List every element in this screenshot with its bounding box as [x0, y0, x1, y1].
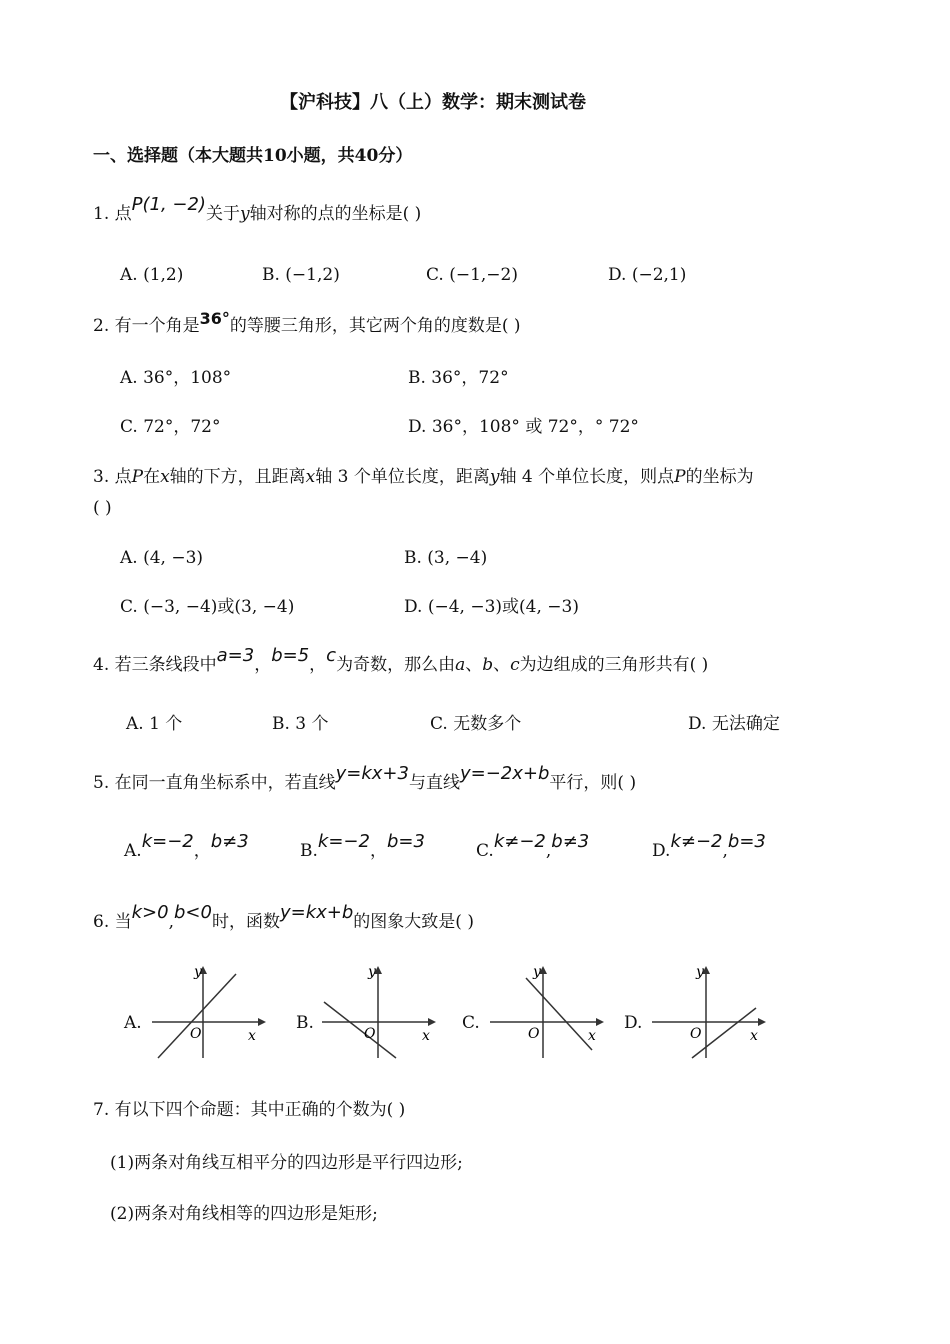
- q5-option-d: D.k≠−2,b=3: [652, 831, 766, 861]
- q4-post-text: 为边组成的三角形共有( ): [519, 655, 709, 675]
- q5-prefix: 5. 在同一直角坐标系中，若直线: [93, 773, 336, 793]
- q3-option-d: D. (−4, −3)或(4, −3): [404, 597, 579, 617]
- x-axis-label: x: [248, 1028, 256, 1044]
- q6-function-expression: y=kx+b: [279, 902, 354, 923]
- q5-option-b: B.k=−2，b=3: [300, 831, 425, 861]
- q5-option-d-k: k≠−2: [670, 831, 723, 852]
- q6-option-d-label: D.: [624, 1013, 643, 1033]
- q1-option-d: D. (−2,1): [608, 265, 687, 285]
- q3-text-6: 的坐标为: [685, 467, 754, 487]
- q1-option-c: C. (−1,−2): [426, 265, 518, 285]
- question-4-stem: 4. 若三条线段中a=3，b=5，c为奇数，那么由a、b、c为边组成的三角形共有( ): [93, 645, 709, 675]
- q5-option-c: C.k≠−2,b≠3: [476, 831, 590, 861]
- q4-option-d: D. 无法确定: [688, 714, 780, 734]
- origin-label: O: [528, 1026, 540, 1042]
- q5-line-1-expression: y=kx+3: [335, 763, 409, 784]
- q1-prefix: 1. 点: [93, 204, 132, 224]
- q3-var-2: x: [160, 467, 170, 487]
- q1-point-expression: P(1, −2): [131, 194, 206, 215]
- function-line: [692, 1008, 756, 1058]
- question-2-stem: [93, 309, 521, 337]
- x-axis-arrow: [596, 1018, 604, 1026]
- page-title: 【沪科技】八（上）数学：期末测试卷: [280, 92, 586, 113]
- q6-post-text: 的图象大致是( ): [353, 912, 474, 932]
- q4-var-c: c: [510, 655, 520, 675]
- question-7-stem: 7. 有以下四个命题：其中正确的个数为( ): [93, 1100, 406, 1120]
- q6-prefix: 6. 当: [93, 912, 132, 932]
- q4-mid-text: 为奇数，那么由: [336, 655, 456, 675]
- q2-option-c: C. 72°，72°: [120, 417, 221, 437]
- x-axis-label: x: [588, 1028, 596, 1044]
- q3-text-4: 轴 3 个单位长度，距离: [315, 467, 490, 487]
- question-6-stem: 6. 当k>0,b<0时，函数y=kx+b的图象大致是( ): [93, 902, 474, 932]
- q6-option-a-label: A.: [124, 1013, 142, 1033]
- function-line: [324, 1002, 396, 1058]
- q6-graph-d: [648, 962, 768, 1062]
- q3-option-a: A. (4, −3): [120, 548, 204, 568]
- q4-var-a: a: [455, 655, 466, 675]
- x-axis-arrow: [428, 1018, 436, 1026]
- q5-mid-text: 与直线: [408, 773, 460, 793]
- q6-option-c-label: C.: [462, 1013, 480, 1033]
- q3-text-1: 3. 点: [93, 467, 132, 487]
- q6-graph-a: [148, 962, 268, 1062]
- origin-label: O: [690, 1026, 702, 1042]
- y-axis-label: y: [533, 964, 541, 980]
- q5-line-2-expression: y=−2x+b: [459, 763, 550, 784]
- q1-mid-text: 关于: [205, 204, 240, 224]
- q5-option-c-k: k≠−2: [493, 831, 546, 852]
- q1-option-b: B. (−1,2): [262, 265, 340, 285]
- q2-prefix: 2. 有一个角是: [93, 316, 200, 336]
- q1-option-a: A. (1,2): [120, 265, 184, 285]
- q5-option-c-letter: C.: [476, 841, 494, 861]
- question-5-stem: [93, 763, 637, 794]
- question-1-stem: [93, 194, 422, 225]
- q6-graph-b: [318, 962, 438, 1062]
- q3-text-3: 轴的下方，且距离: [169, 467, 306, 487]
- q2-option-b: B. 36°，72°: [408, 368, 509, 388]
- origin-label: O: [190, 1026, 202, 1042]
- q5-option-b-b: b=3: [386, 831, 425, 852]
- q2-option-d: D. 36°，108° 或 72°，° 72°: [408, 417, 639, 437]
- y-axis-label: y: [696, 964, 704, 980]
- q5-option-b-k: k=−2: [317, 831, 370, 852]
- q3-var-3: x: [305, 467, 316, 487]
- q5-option-a: A.k=−2，b≠3: [124, 831, 249, 861]
- question-3-stem: [93, 466, 754, 488]
- q5-option-d-b: b=3: [727, 831, 766, 852]
- q3-option-c: C. (−3, −4)或(3, −4): [120, 597, 295, 617]
- x-axis-arrow: [758, 1018, 766, 1026]
- y-axis-label: y: [368, 964, 376, 980]
- q4-option-b: B. 3 个: [272, 714, 329, 734]
- q5-post-text: 平行，则( ): [549, 773, 637, 793]
- q7-item-1: (1)两条对角线互相平分的四边形是平行四边形;: [110, 1153, 463, 1173]
- q5-option-c-b: b≠3: [551, 831, 590, 852]
- q4-expr-c: c: [326, 645, 337, 666]
- x-axis-arrow: [258, 1018, 266, 1026]
- q4-option-c: C. 无数多个: [430, 714, 522, 734]
- q2-angle-expression: 36°: [199, 309, 230, 328]
- q6-condition-k: k>0: [131, 902, 169, 923]
- q5-option-a-letter: A.: [124, 841, 142, 861]
- q2-option-a: A. 36°，108°: [120, 368, 232, 388]
- q5-option-a-b: b≠3: [210, 831, 249, 852]
- q4-expr-a: a=3: [216, 645, 255, 666]
- q5-option-a-k: k=−2: [141, 831, 194, 852]
- q7-item-2: (2)两条对角线相等的四边形是矩形;: [110, 1204, 378, 1224]
- q5-option-d-letter: D.: [652, 841, 671, 861]
- function-line: [158, 974, 236, 1058]
- q4-option-a: A. 1 个: [126, 714, 183, 734]
- q4-var-b: b: [482, 655, 494, 675]
- q3-var-4: y: [489, 467, 500, 487]
- q2-post-text: 的等腰三角形，其它两个角的度数是( ): [229, 316, 521, 336]
- q6-option-b-label: B.: [296, 1013, 314, 1033]
- q3-var-5: P: [674, 467, 686, 487]
- q6-condition-b: b<0: [174, 902, 212, 923]
- q4-expr-b: b=5: [271, 645, 310, 666]
- q1-post-text: 轴对称的点的坐标是( ): [249, 204, 422, 224]
- q3-var-1: P: [131, 467, 144, 487]
- origin-label: O: [364, 1026, 376, 1042]
- q5-option-b-letter: B.: [300, 841, 318, 861]
- x-axis-label: x: [422, 1028, 430, 1044]
- q6-graph-c: [486, 962, 606, 1062]
- q1-variable: y: [239, 204, 250, 224]
- q6-mid-text: 时，函数: [211, 912, 280, 932]
- q3-option-b: B. (3, −4): [404, 548, 488, 568]
- x-axis-label: x: [750, 1028, 758, 1044]
- q3-answer-paren: ( ): [93, 498, 112, 518]
- section-heading: 一、选择题（本大题共10小题，共40分）: [93, 146, 413, 166]
- q3-text-2: 在: [143, 467, 161, 487]
- q4-prefix: 4. 若三条线段中: [93, 655, 217, 675]
- q3-text-5: 轴 4 个单位长度，则点: [499, 467, 675, 487]
- y-axis-label: y: [194, 964, 202, 980]
